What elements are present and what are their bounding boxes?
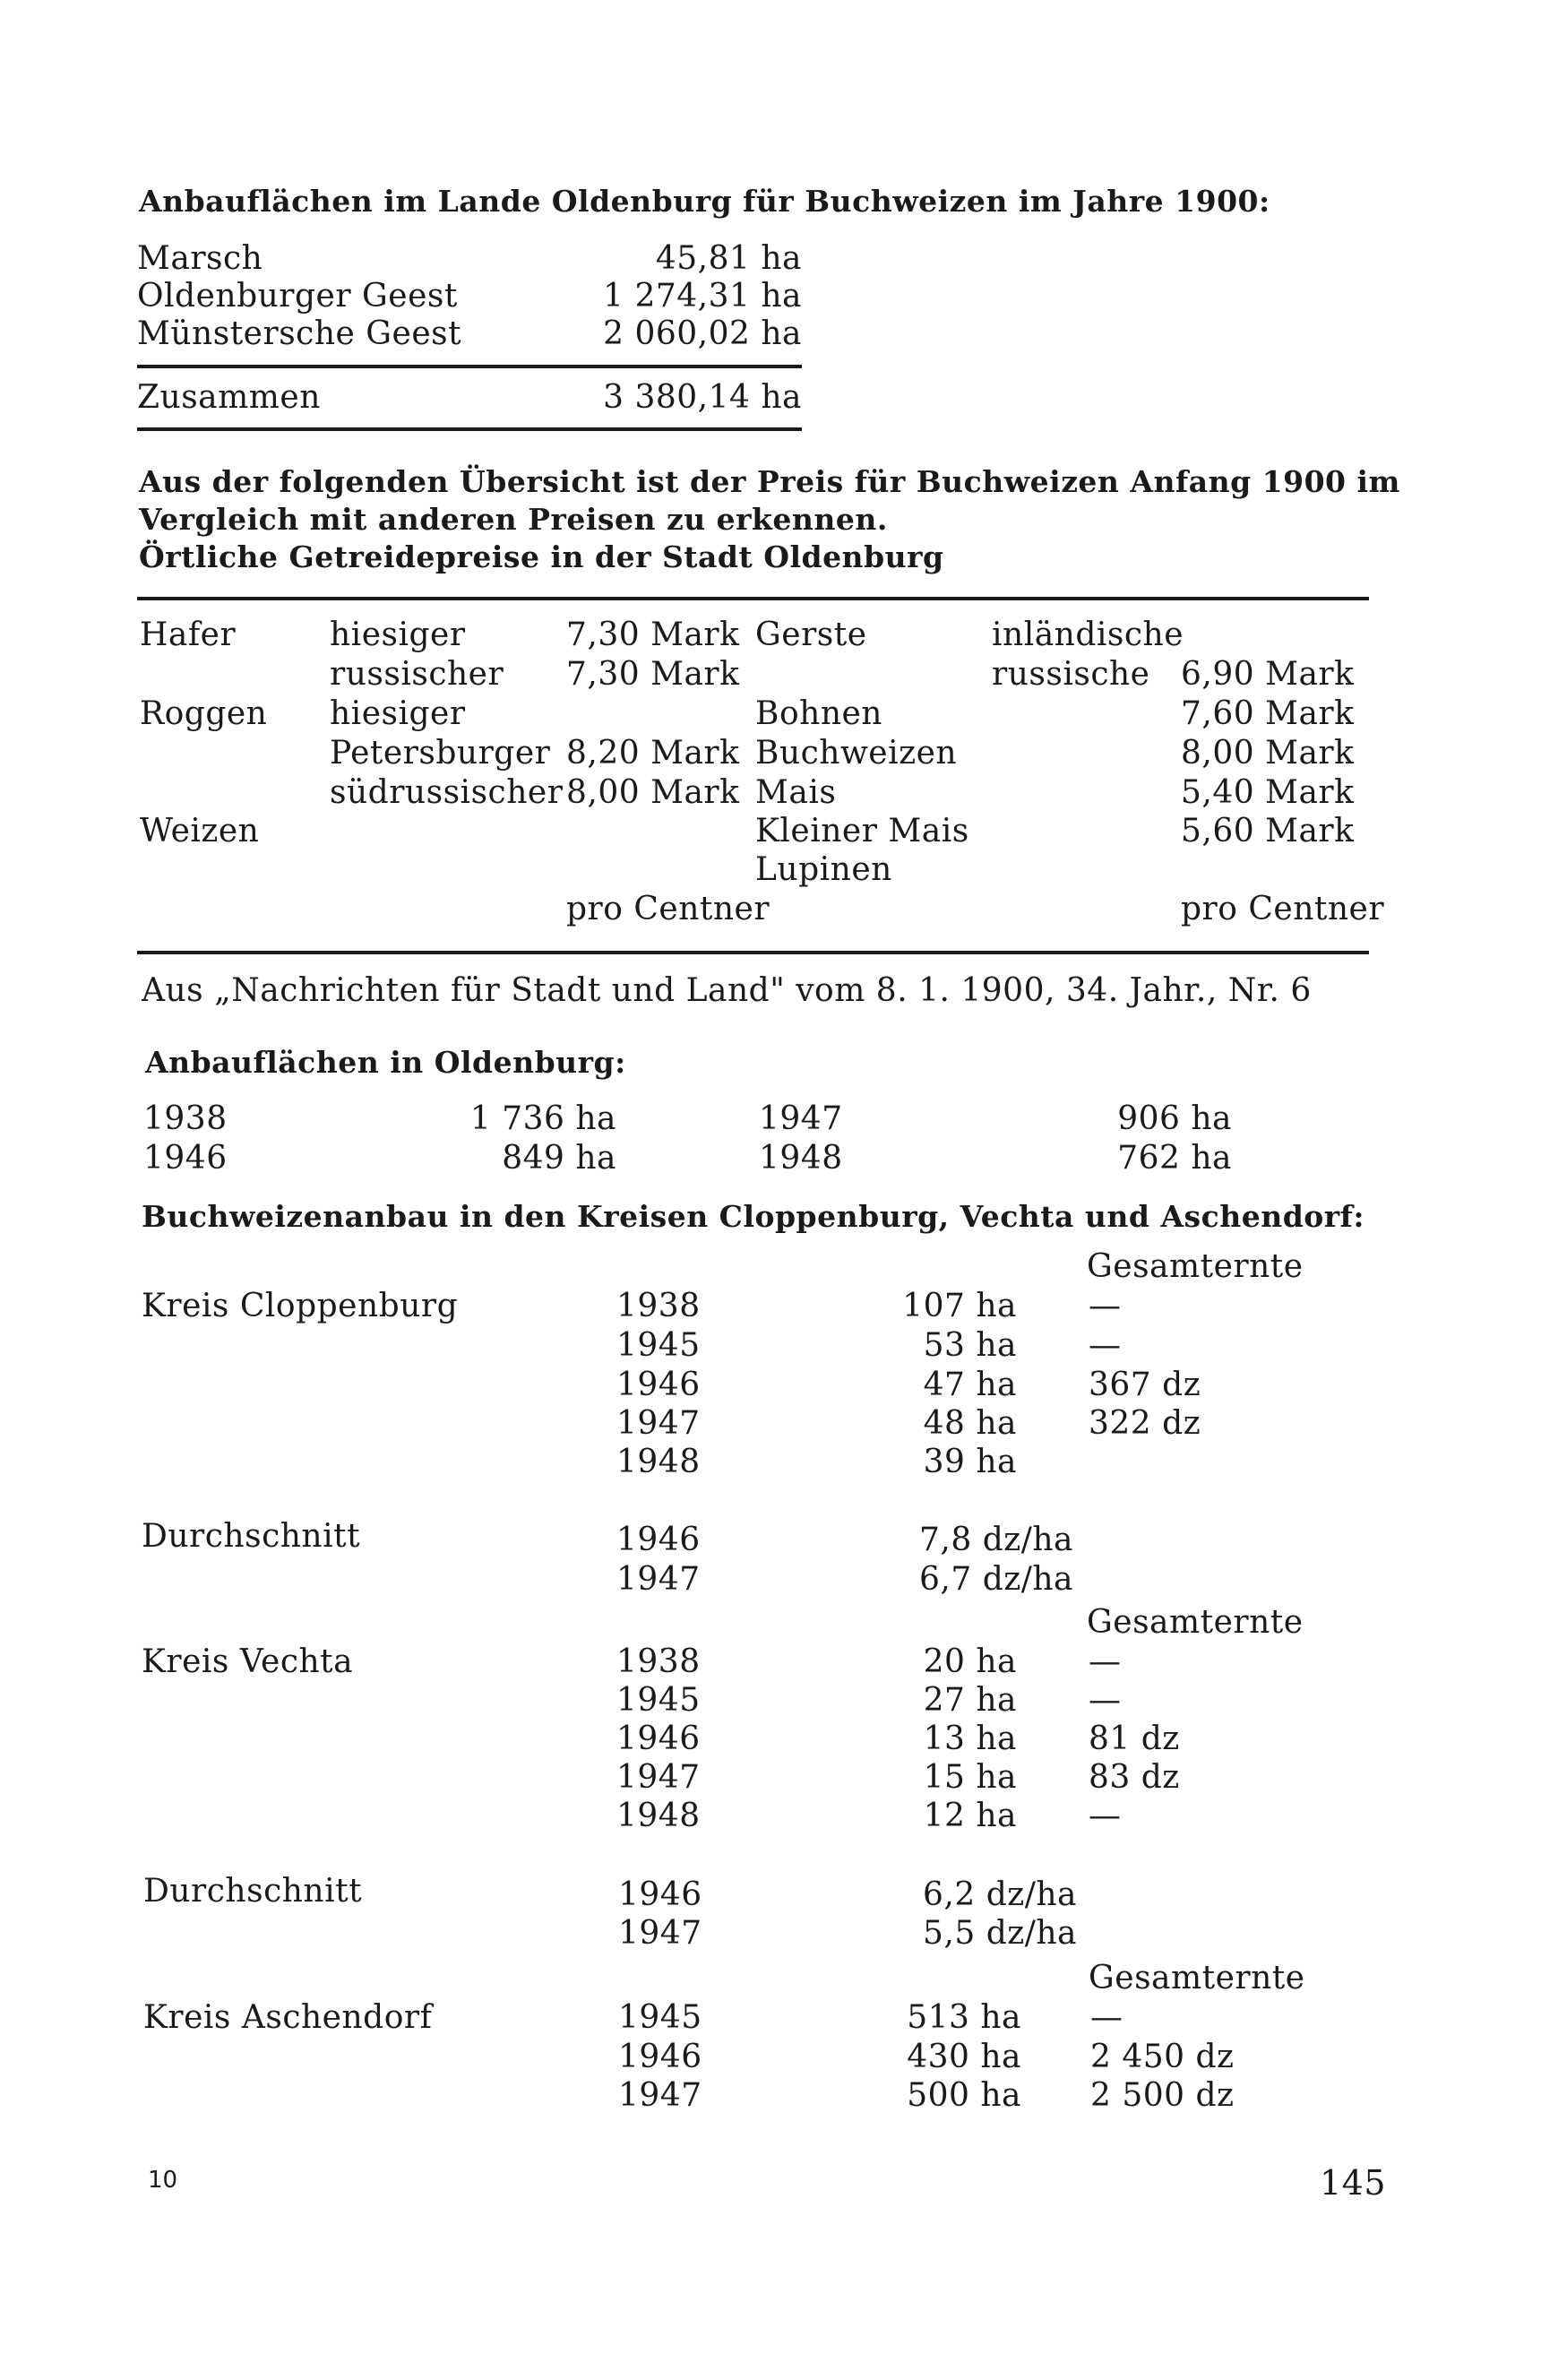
district-name: Kreis Cloppenburg: [142, 1288, 459, 1324]
column-header-gesamternte: Gesamternte: [1087, 1604, 1304, 1641]
area-value: 20 ha: [923, 1643, 1017, 1680]
year: 1946: [143, 1140, 228, 1177]
area-value: 13 ha: [923, 1720, 1017, 1757]
harvest-value: 2 450 dz: [1090, 2039, 1235, 2075]
average-label: Durchschnitt: [143, 1873, 363, 1910]
source-note: Aus „Nachrichten für Stadt und Land" vom 8. 1. 1900, 34. Jahr., Nr. 6: [142, 972, 1312, 1009]
heading-getreidepreise: Örtliche Getreidepreise in der Stadt Oldenburg: [139, 539, 944, 574]
year: 1947: [616, 1405, 701, 1442]
year: 1945: [618, 1999, 702, 2036]
divider: [137, 427, 802, 431]
paragraph-line: Vergleich mit anderen Preisen zu erkennen.: [139, 502, 888, 537]
grain-name: Buchweizen: [755, 735, 958, 772]
year: 1948: [616, 1798, 701, 1834]
year: 1947: [618, 2077, 702, 2114]
year: 1946: [618, 2039, 702, 2075]
harvest-value: 2 500 dz: [1090, 2077, 1235, 2114]
average-label: Durchschnitt: [142, 1518, 361, 1555]
price-value: 6,90 Mark: [1181, 656, 1355, 693]
harvest-value: —: [1089, 1288, 1122, 1324]
grain-name: Roggen: [140, 695, 268, 732]
area-value: 12 ha: [923, 1798, 1017, 1834]
harvest-value: —: [1090, 1999, 1123, 2036]
year: 1948: [759, 1140, 843, 1177]
harvest-value: 367 dz: [1089, 1367, 1201, 1403]
area-value: 53 ha: [923, 1327, 1017, 1364]
year: 1945: [616, 1682, 701, 1719]
year: 1945: [616, 1327, 701, 1364]
price-value: 8,00 Mark: [1181, 735, 1355, 772]
grain-origin: Petersburger: [330, 735, 551, 772]
year: 1947: [618, 1915, 702, 1952]
price-value: 8,20 Mark: [566, 735, 740, 772]
yield-value: 6,2 dz/ha: [923, 1876, 1077, 1913]
price-value: 5,40 Mark: [1181, 774, 1355, 811]
year: 1948: [616, 1444, 701, 1480]
heading-anbau-1900: Anbauflächen im Lande Oldenburg für Buchweizen im Jahre 1900:: [139, 184, 1270, 219]
year: 1946: [618, 1876, 702, 1913]
grain-origin: hiesiger: [330, 695, 466, 732]
area-value: 762 ha: [1117, 1140, 1232, 1177]
district-name: Kreis Aschendorf: [143, 1999, 433, 2036]
grain-origin: südrussischer: [330, 774, 564, 811]
anbau-1900-label: Oldenburger Geest: [137, 278, 458, 315]
heading-kreise: Buchweizenanbau in den Kreisen Cloppenburg, Vechta und Aschendorf:: [142, 1199, 1365, 1234]
harvest-value: 322 dz: [1089, 1405, 1201, 1442]
year: 1946: [616, 1522, 701, 1558]
harvest-value: —: [1089, 1327, 1122, 1364]
anbau-1900-value: 2 060,02 ha: [603, 315, 802, 352]
paragraph-line: Aus der folgenden Übersicht ist der Preis für Buchweizen Anfang 1900 im: [139, 464, 1400, 499]
area-value: 430 ha: [907, 2039, 1021, 2075]
anbau-1900-value: 1 274,31 ha: [603, 278, 802, 315]
area-value: 48 ha: [923, 1405, 1017, 1442]
yield-value: 6,7 dz/ha: [919, 1561, 1073, 1598]
page-number: 145: [1320, 2163, 1387, 2203]
area-value: 1 736 ha: [469, 1100, 616, 1137]
anbau-1900-total-label: Zusammen: [137, 379, 321, 416]
area-value: 849 ha: [502, 1140, 616, 1177]
price-value: 7,30 Mark: [566, 617, 740, 653]
price-value: 5,60 Mark: [1181, 813, 1355, 849]
year: 1946: [616, 1720, 701, 1757]
grain-origin: inländische: [992, 617, 1184, 653]
harvest-value: —: [1089, 1798, 1122, 1834]
grain-name: Mais: [755, 774, 837, 811]
area-value: 513 ha: [907, 1999, 1021, 2036]
area-value: 906 ha: [1117, 1100, 1232, 1137]
year: 1947: [616, 1561, 701, 1598]
unit-note: pro Centner: [566, 891, 770, 927]
harvest-value: —: [1089, 1643, 1122, 1680]
district-name: Kreis Vechta: [142, 1643, 354, 1680]
price-value: 7,30 Mark: [566, 656, 740, 693]
year: 1938: [616, 1288, 701, 1324]
column-header-gesamternte: Gesamternte: [1089, 1960, 1305, 1996]
divider: [137, 951, 1369, 954]
grain-origin: russische: [992, 656, 1150, 693]
heading-anbau-oldenburg: Anbauflächen in Oldenburg:: [145, 1045, 626, 1080]
column-header-gesamternte: Gesamternte: [1087, 1248, 1304, 1285]
year: 1938: [616, 1643, 701, 1680]
year: 1938: [143, 1100, 228, 1137]
grain-origin: hiesiger: [330, 617, 466, 653]
area-value: 39 ha: [923, 1444, 1017, 1480]
area-value: 27 ha: [923, 1682, 1017, 1719]
unit-note: pro Centner: [1181, 891, 1385, 927]
area-value: 107 ha: [902, 1288, 1017, 1324]
grain-name: Kleiner Mais: [755, 813, 969, 849]
signature-mark: 10: [148, 2167, 178, 2194]
area-value: 47 ha: [923, 1367, 1017, 1403]
harvest-value: 81 dz: [1089, 1720, 1180, 1757]
grain-name: Gerste: [755, 617, 867, 653]
area-value: 15 ha: [923, 1759, 1017, 1796]
area-value: 500 ha: [907, 2077, 1021, 2114]
anbau-1900-label: Münstersche Geest: [137, 315, 462, 352]
price-value: 8,00 Mark: [566, 774, 740, 811]
anbau-1900-total-value: 3 380,14 ha: [603, 379, 802, 416]
grain-origin: russischer: [330, 656, 504, 693]
yield-value: 5,5 dz/ha: [923, 1915, 1077, 1952]
harvest-value: —: [1089, 1682, 1122, 1719]
grain-name: Weizen: [140, 813, 260, 849]
grain-name: Lupinen: [755, 851, 892, 888]
anbau-1900-value: 45,81 ha: [655, 240, 802, 277]
divider: [137, 597, 1369, 600]
year: 1947: [616, 1759, 701, 1796]
grain-name: Hafer: [140, 617, 237, 653]
harvest-value: 83 dz: [1089, 1759, 1180, 1796]
anbau-1900-label: Marsch: [137, 240, 263, 277]
divider: [137, 365, 802, 368]
year: 1946: [616, 1367, 701, 1403]
yield-value: 7,8 dz/ha: [919, 1522, 1073, 1558]
year: 1947: [759, 1100, 843, 1137]
grain-name: Bohnen: [755, 695, 882, 732]
price-value: 7,60 Mark: [1181, 695, 1355, 732]
